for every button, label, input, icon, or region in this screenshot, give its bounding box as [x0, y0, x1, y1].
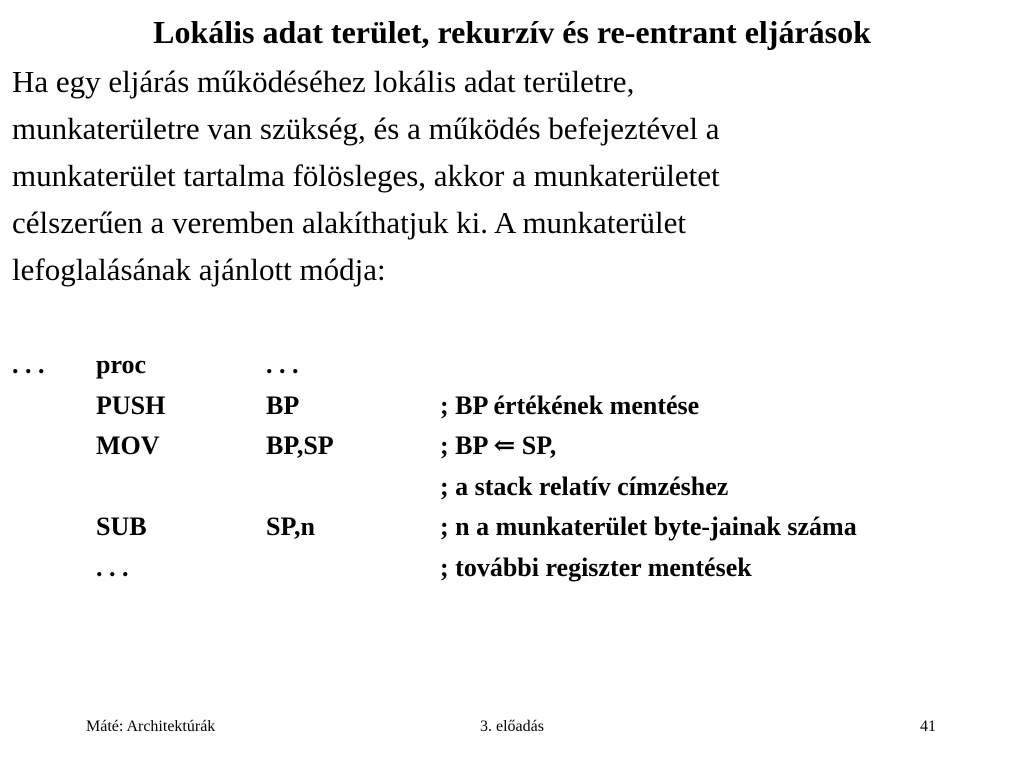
footer-lecture: 3. előadás — [480, 718, 544, 735]
slide-footer — [0, 716, 1024, 738]
footer-author: Máté: Architektúrák — [86, 718, 216, 735]
code-opcode: proc — [96, 350, 147, 379]
code-line — [0, 467, 1024, 508]
intro-line: Ha egy eljárás működéséhez lokális adat területre, — [12, 64, 635, 99]
code-opcode: PUSH — [96, 390, 166, 420]
code-line — [0, 345, 1024, 386]
code-operand: BP,SP — [266, 431, 334, 460]
slide-title: Lokális adat terület, rekurzív és re-entrant eljárások — [153, 14, 871, 50]
intro-paragraph — [12, 58, 1012, 293]
code-operand: SP,n — [266, 512, 315, 541]
footer-page-number: 41 — [920, 718, 936, 735]
code-operand: . . . — [266, 350, 299, 379]
code-line — [0, 507, 1024, 548]
intro-line: munkaterületre van szükség, és a működés befejeztével a — [12, 111, 720, 146]
code-operand: BP — [266, 390, 300, 420]
code-listing — [0, 345, 1024, 588]
code-opcode: . . . — [96, 552, 129, 582]
code-comment: ; további regiszter mentések — [440, 552, 752, 582]
code-comment: ; BP ⇐ SP, — [440, 431, 557, 460]
intro-line: lefoglalásának ajánlott módja: — [12, 252, 386, 287]
code-comment: ; a stack relatív címzéshez — [440, 471, 729, 501]
code-opcode: MOV — [96, 431, 160, 460]
code-label: . . . — [12, 350, 45, 379]
code-opcode: SUB — [96, 512, 147, 541]
code-comment: ; n a munkaterület byte-jainak száma — [440, 512, 857, 541]
code-line — [0, 548, 1024, 589]
intro-line: célszerűen a veremben alakíthatjuk ki. A munkaterület — [12, 205, 686, 240]
code-comment: ; BP értékének mentése — [440, 390, 700, 420]
intro-line: munkaterület tartalma fölösleges, akkor a munkaterületet — [12, 158, 720, 193]
code-line — [0, 426, 1024, 467]
code-line — [0, 386, 1024, 427]
